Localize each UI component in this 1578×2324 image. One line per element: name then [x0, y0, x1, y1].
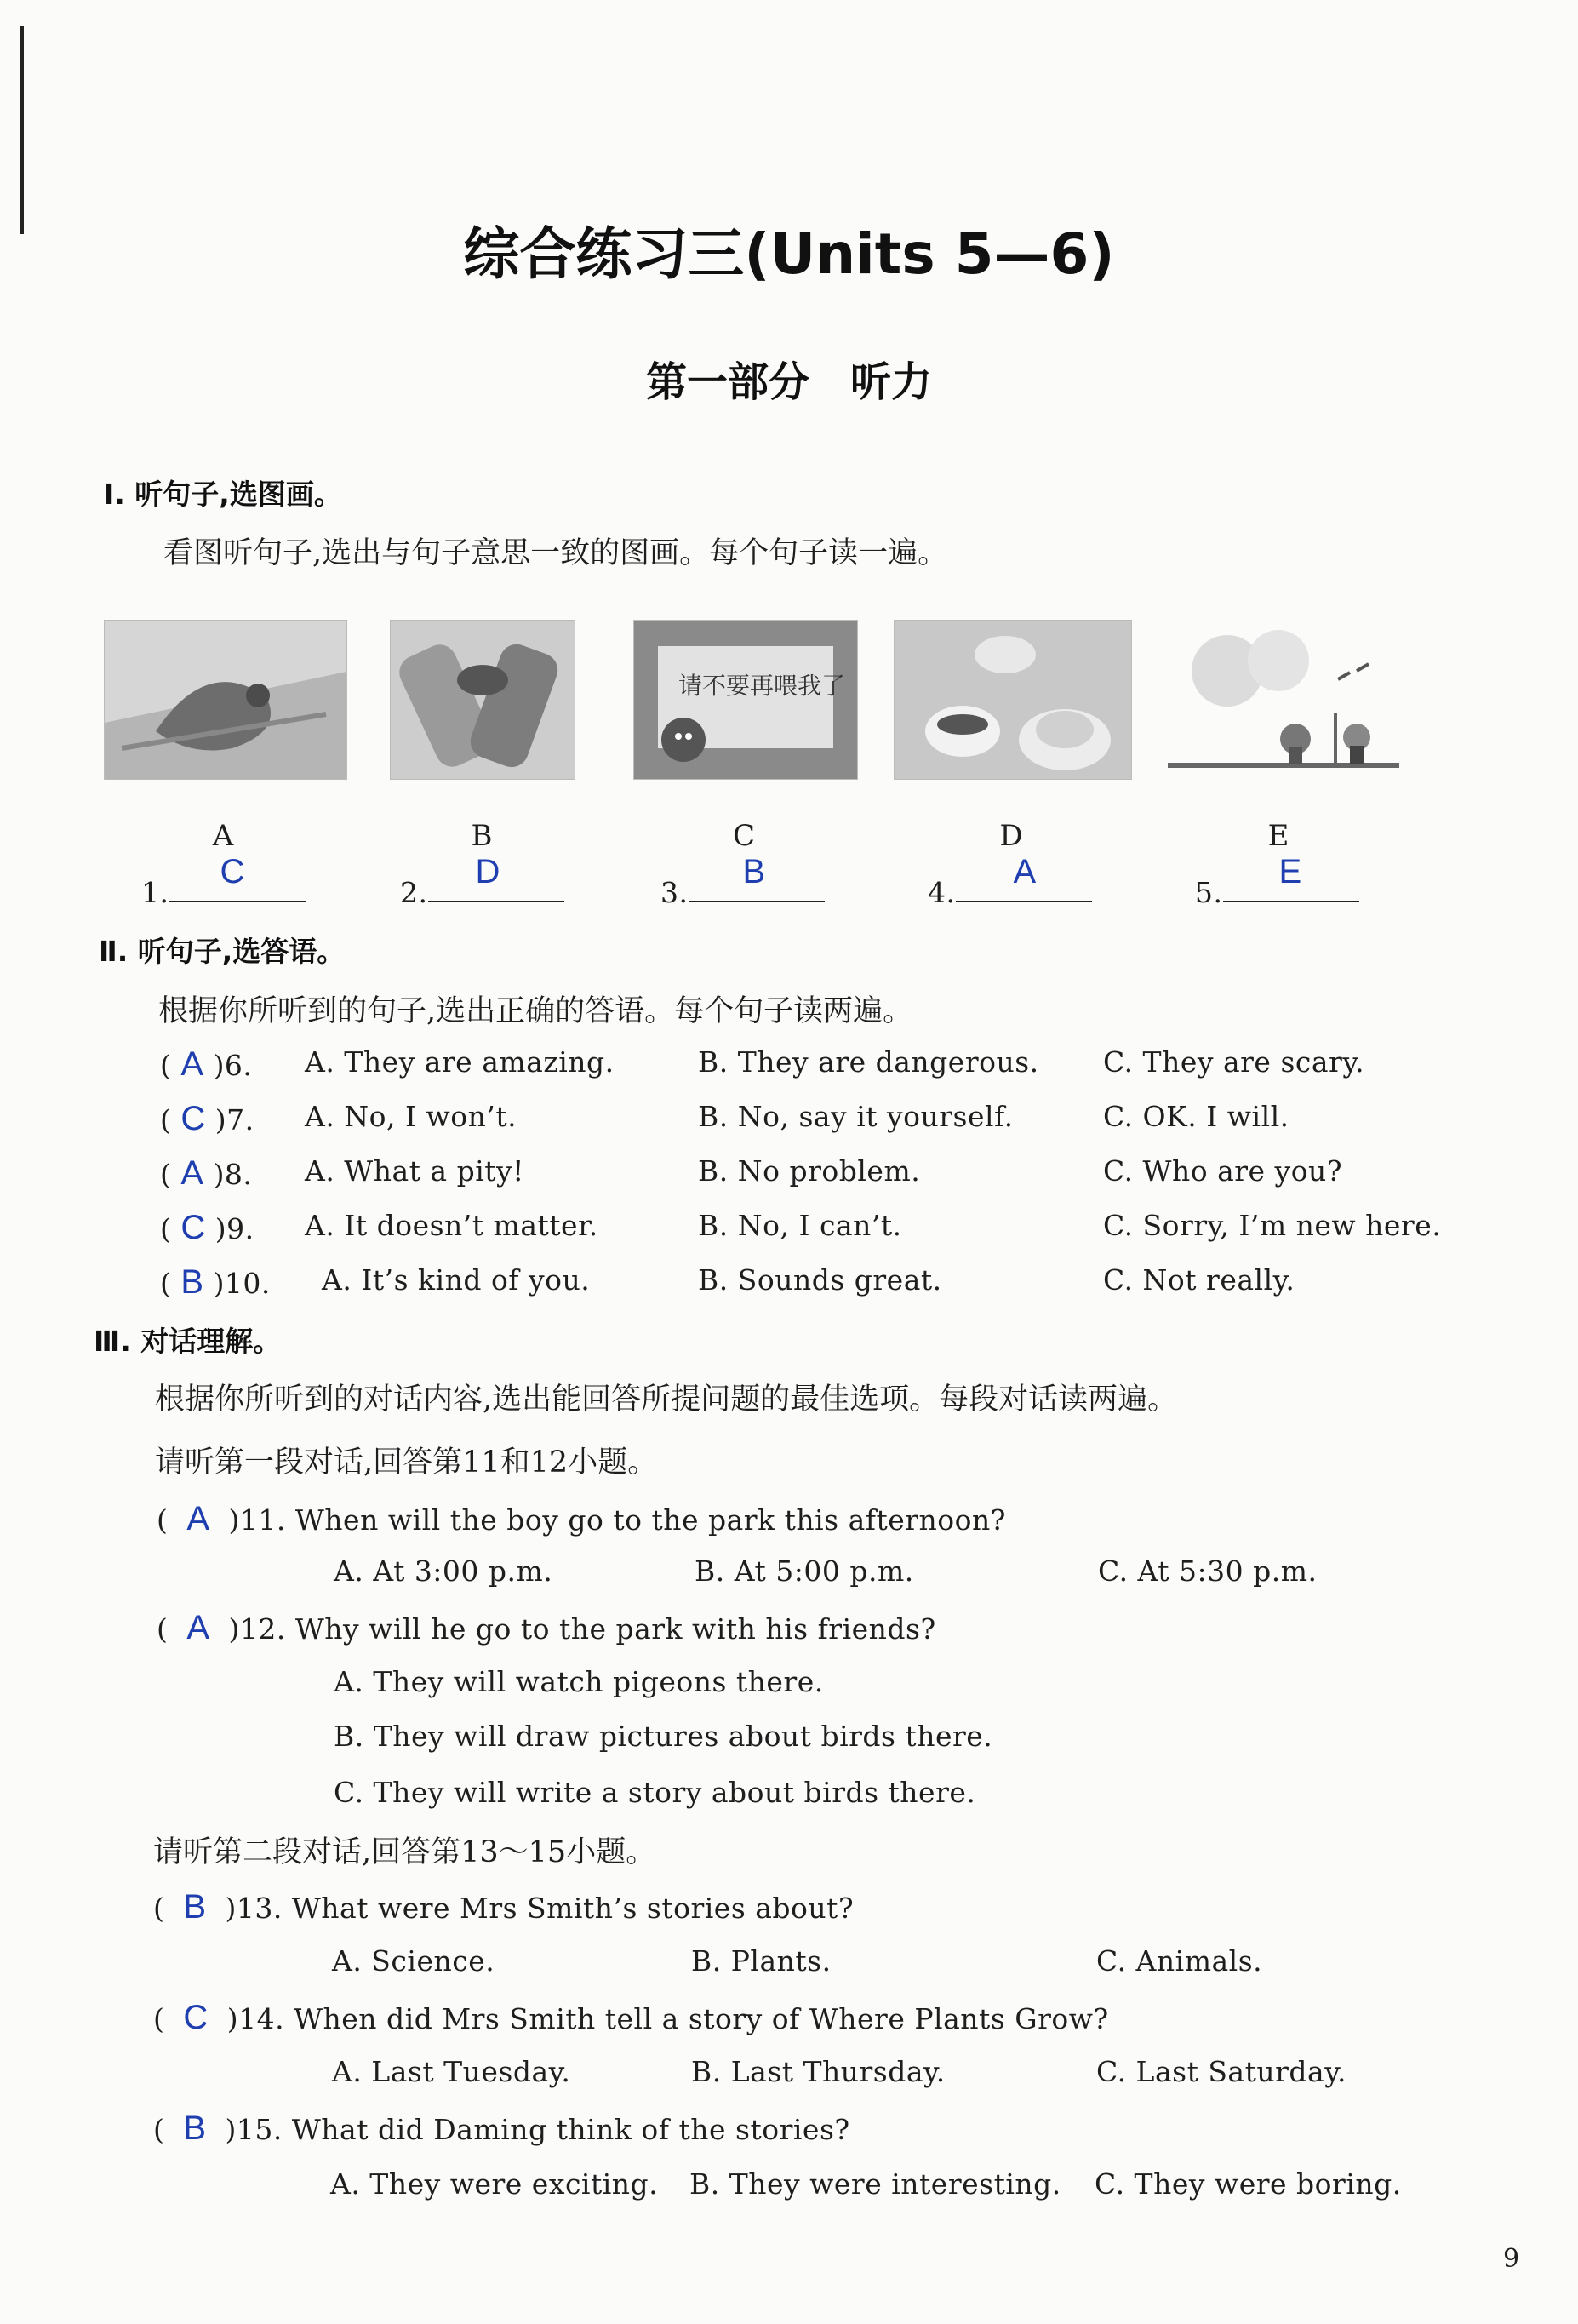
item-13-option-c: C. Animals.: [1096, 1944, 1263, 1978]
item-8-option-b: B. No problem.: [698, 1154, 921, 1188]
item-6-paren: ( A )6.: [160, 1045, 253, 1083]
section2-heading: Ⅱ. 听句子,选答语。: [99, 935, 346, 968]
picture-a-squirrel: [104, 620, 347, 780]
item-11-option-a: A. At 3:00 p.m.: [334, 1554, 553, 1588]
item-11-option-b: B. At 5:00 p.m.: [695, 1554, 914, 1588]
blank-item-1: 1. C: [141, 867, 306, 909]
item-14: ( C )14. When did Mrs Smith tell a story of Where Plants Grow?: [153, 1999, 1109, 2036]
item-7-option-c: C. OK. I will.: [1103, 1100, 1289, 1133]
blank-item-4: 4. A: [928, 867, 1092, 909]
picture-label-d: D: [999, 819, 1023, 853]
picture-d-tea: [894, 620, 1132, 780]
item-6-option-a: A. They are amazing.: [305, 1045, 615, 1079]
item-13: ( B )13. What were Mrs Smith’s stories about?: [153, 1888, 855, 1926]
answer-4: A: [1013, 853, 1037, 890]
item-10-paren: ( B )10.: [160, 1263, 271, 1301]
section1-instruction: 看图听句子,选出与句子意思一致的图画。每个句子读一遍。: [163, 536, 948, 570]
item-15-option-a: A. They were exciting.: [330, 2167, 659, 2201]
blank-item-2: 2. D: [400, 867, 564, 909]
item-14-option-a: A. Last Tuesday.: [332, 2055, 571, 2088]
item-8-option-a: A. What a pity!: [305, 1154, 524, 1188]
item-13-option-a: A. Science.: [332, 1944, 495, 1978]
answer-2: D: [475, 853, 500, 890]
item-8-paren: ( A )8.: [160, 1154, 253, 1192]
answer-5: E: [1278, 853, 1302, 890]
picture-b-wraps: [390, 620, 575, 780]
item-12-option-a: A. They will watch pigeons there.: [334, 1665, 824, 1698]
item-7-paren: ( C )7.: [160, 1100, 254, 1137]
page-number: 9: [1503, 2244, 1520, 2274]
item-12-option-c: C. They will write a story about birds there.: [334, 1776, 976, 1809]
item-6-option-b: B. They are dangerous.: [698, 1045, 1039, 1079]
binding-line: [20, 26, 24, 234]
picture-label-c: C: [732, 819, 755, 853]
item-7-option-a: A. No, I won’t.: [305, 1100, 517, 1133]
item-10-option-b: B. Sounds great.: [698, 1263, 942, 1297]
item-11-option-c: C. At 5:30 p.m.: [1098, 1554, 1318, 1588]
picture-label-e: E: [1267, 819, 1289, 853]
item-6-option-c: C. They are scary.: [1103, 1045, 1365, 1079]
item-15-option-b: B. They were interesting.: [689, 2167, 1061, 2201]
item-9-option-c: C. Sorry, I’m new here.: [1103, 1209, 1442, 1242]
item-10-option-c: C. Not really.: [1103, 1263, 1295, 1297]
dialog1-intro: 请听第一段对话,回答第11和12小题。: [155, 1445, 658, 1480]
picture-e-cartoon: [1168, 620, 1399, 778]
section2-instruction: 根据你所听到的句子,选出正确的答语。每个句子读两遍。: [158, 994, 913, 1028]
sign-text: 请不要再喂我了: [678, 672, 846, 700]
item-15-option-c: C. They were boring.: [1095, 2167, 1402, 2201]
picture-c-sign: [633, 620, 858, 780]
section1-heading: Ⅰ. 听句子,选图画。: [104, 478, 342, 511]
picture-label-b: B: [471, 819, 493, 853]
picture-label-a: A: [212, 819, 234, 853]
item-9-option-b: B. No, I can’t.: [698, 1209, 902, 1242]
item-14-option-b: B. Last Thursday.: [691, 2055, 946, 2088]
part-title: 第一部分 听力: [645, 358, 932, 406]
item-9-option-a: A. It doesn’t matter.: [305, 1209, 598, 1242]
section3-heading: Ⅲ. 对话理解。: [94, 1325, 282, 1358]
blank-item-3: 3. B: [660, 867, 825, 909]
item-9-paren: ( C )9.: [160, 1209, 254, 1246]
item-14-option-c: C. Last Saturday.: [1096, 2055, 1346, 2088]
answer-1: C: [220, 853, 245, 890]
item-7-option-b: B. No, say it yourself.: [698, 1100, 1014, 1133]
item-12: ( A )12. Why will he go to the park with his friends?: [157, 1609, 936, 1646]
page-title: 综合练习三(Units 5—6): [463, 221, 1115, 287]
dialog2-intro: 请听第二段对话,回答第13～15小题。: [153, 1835, 656, 1869]
item-11: ( A )11. When will the boy go to the park this afternoon?: [157, 1500, 1006, 1537]
item-15: ( B )15. What did Daming think of the stories?: [153, 2109, 850, 2147]
answer-3: B: [742, 853, 766, 890]
item-12-option-b: B. They will draw pictures about birds there.: [334, 1720, 993, 1753]
section3-instruction: 根据你所听到的对话内容,选出能回答所提问题的最佳选项。每段对话读两遍。: [155, 1382, 1178, 1417]
item-13-option-b: B. Plants.: [691, 1944, 832, 1978]
item-10-option-a: A. It’s kind of you.: [322, 1263, 591, 1297]
item-8-option-c: C. Who are you?: [1103, 1154, 1343, 1188]
blank-item-5: 5. E: [1195, 867, 1359, 909]
